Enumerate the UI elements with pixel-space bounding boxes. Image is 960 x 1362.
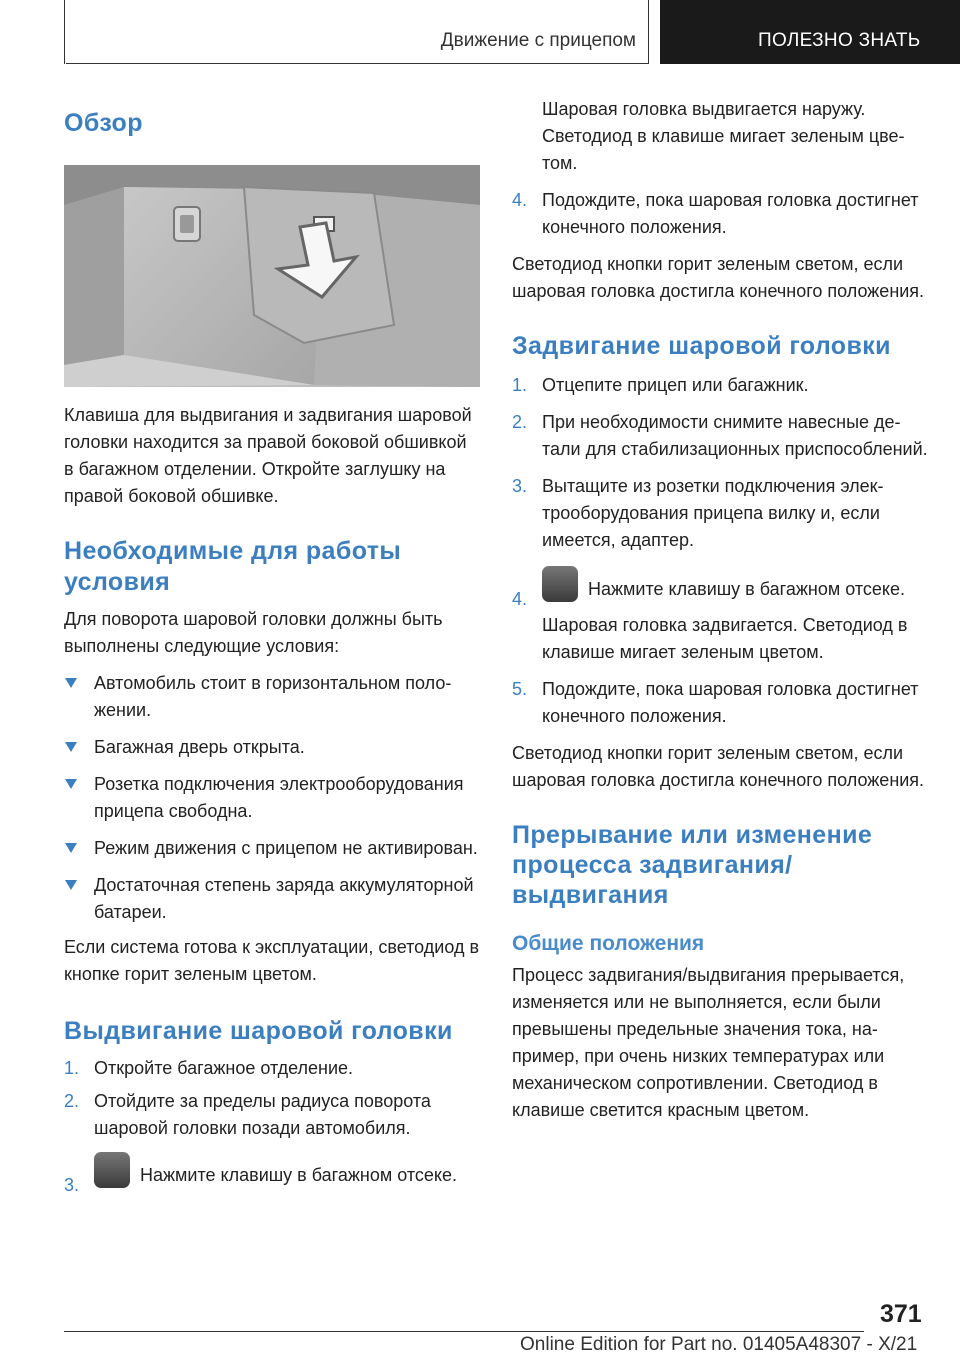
list-item: 5. Подождите, пока шаровая головка достигнет конечного положения. [512, 679, 919, 726]
retract-note: Светодиод кнопки горит зеленым светом, если шаровая головка достигла конечного положения. [512, 743, 925, 790]
list-item: 4. Нажмите клавишу в багажном отсеке. [512, 572, 928, 608]
interrupt-heading: Прерывание или изменение процесса задвигания/выдвигания [512, 821, 873, 909]
list-item: 1. Отцепите прицеп или багажник. [512, 375, 809, 395]
section-title: Движение с прицепом [440, 30, 636, 51]
list-item: Режим движения с прицепом не активирован. [64, 835, 480, 862]
header-section [66, 0, 648, 64]
overview-heading: Обзор [64, 109, 143, 137]
header-tab[interactable] [660, 0, 960, 64]
extend-step3-cont: Шаровая головка выдвигается наружу. Светодиод в клавише мигает зеленым цветом. [542, 99, 905, 173]
trailer-hitch-button-icon [542, 566, 578, 602]
footer-edition: Online Edition for Part no. 01405A48307 - X/21 [520, 1334, 918, 1355]
list-item: Достаточная степень заряда аккумуляторной батареи. [64, 872, 480, 926]
list-item: 1. Откройте багажное отделение. [64, 1058, 354, 1078]
left-column [64, 90, 480, 1194]
header-divider-mid [648, 0, 649, 64]
tab-label: ПОЛЕЗНО ЗНАТЬ [758, 30, 921, 51]
conditions-list [64, 670, 480, 926]
trunk-photo [64, 165, 480, 387]
retract-heading: Задвигание шаровой головки [512, 332, 891, 360]
page-number: 371 [880, 1300, 922, 1328]
conditions-intro: Для поворота шаровой головки должны быть выполнены следующие условия: [64, 609, 443, 656]
conditions-heading: Необходимые для работы условия [64, 537, 402, 596]
interrupt-text: Процесс задвигания/выдвигания прерывается, изменяется или не выполняется, если были превышены предельные значения тока, например, при очень низких температурах или механическом сопротивлении. Светодиод в клавише светится красным цветом. [512, 965, 905, 1120]
list-item: 3. Нажмите клавишу в багажном отсеке. [64, 1158, 480, 1194]
retract-step4-cont: Шаровая головка задвигается. Светодиод в клавише мигает зеленым цветом. [542, 615, 908, 662]
interrupt-subheading: Общие положения [512, 932, 705, 955]
trailer-hitch-button-icon [94, 1152, 130, 1188]
footer-divider [64, 1331, 864, 1332]
list-item: Багажная дверь открыта. [64, 734, 480, 761]
extend-note: Светодиод кнопки горит зеленым светом, если шаровая головка достигла конечного положения. [512, 254, 925, 301]
conditions-outro: Если система готова к эксплуатации, светодиод в кнопке горит зеленым цветом. [64, 937, 480, 984]
list-item: 3. Вытащите из розетки подключения электрооборудования прицепа вилку и, если имеется, адаптер. [512, 476, 884, 550]
list-item: 2. При необходимости снимите навесные детали для стабилизационных приспособлений. [512, 412, 928, 459]
retract-steps [512, 372, 928, 608]
extend-heading: Выдвигание шаровой головки [64, 1017, 453, 1045]
list-item: Автомобиль стоит в горизонтальном положении. [64, 670, 480, 724]
right-column [512, 96, 928, 1124]
list-item: 2. Отойдите за пределы радиуса поворота шаровой головки позади автомобиля. [64, 1091, 431, 1138]
extend-steps [64, 1055, 480, 1194]
list-item: Розетка подключения электрооборудования прицепа свободна. [64, 771, 480, 825]
list-item: 4. Подождите, пока шаровая головка достигнет конечного положения. [512, 190, 919, 237]
header-divider-left [64, 0, 65, 64]
overview-text: Клавиша для выдвигания и задвигания шаровой головки находится за правой боковой обшивкой в багажном отделении. Откройте заглушку на правой боковой обшивке. [64, 405, 472, 506]
